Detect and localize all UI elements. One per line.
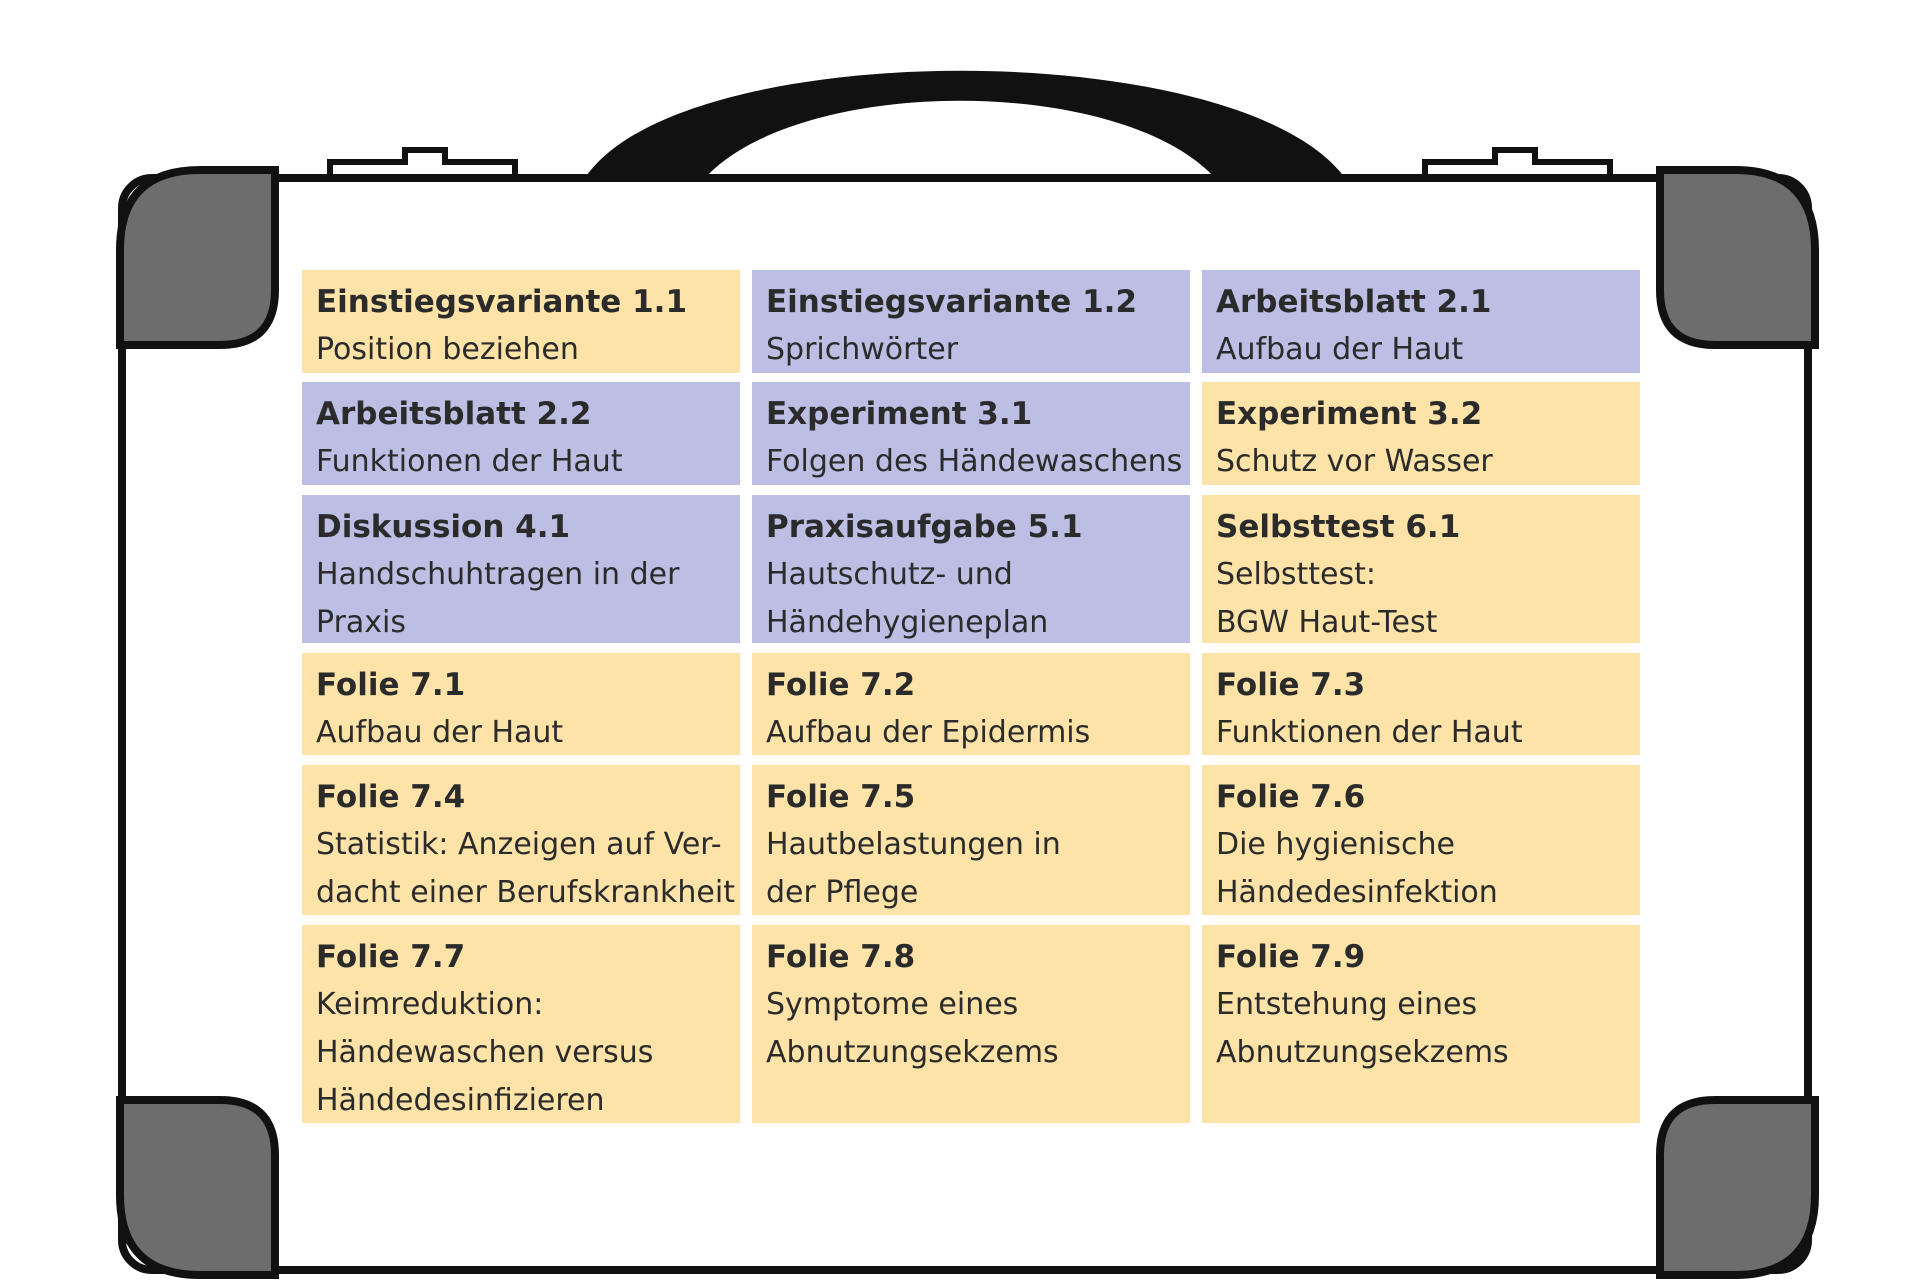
card-title: Arbeitsblatt 2.1 (1216, 284, 1492, 320)
material-card (302, 382, 740, 485)
card-title: Arbeitsblatt 2.2 (316, 396, 592, 432)
material-card (752, 382, 1190, 485)
card-title: Folie 7.1 (316, 667, 466, 703)
card-description: Statistik: Anzeigen auf Ver- dacht einer Berufskrankheit (316, 827, 735, 910)
material-card (752, 495, 1190, 643)
material-card (752, 653, 1190, 755)
card-title: Einstiegsvariante 1.1 (316, 284, 688, 320)
corner-top-right (1660, 170, 1815, 345)
card-description: Keimreduktion: Händewaschen versus Händedesinfizieren (316, 987, 654, 1118)
card-title: Folie 7.5 (766, 779, 916, 815)
card-description: Folgen des Händewaschens (766, 444, 1183, 479)
card-description: Symptome eines Abnutzungsekzems (766, 987, 1059, 1070)
material-card (1202, 270, 1640, 373)
material-card (752, 925, 1190, 1123)
card-title: Diskussion 4.1 (316, 509, 571, 545)
card-description: Aufbau der Epidermis (766, 715, 1091, 750)
material-card (752, 765, 1190, 915)
material-card (1202, 495, 1640, 643)
material-card (1202, 382, 1640, 485)
material-card (1202, 925, 1640, 1123)
material-card (302, 765, 740, 915)
corner-top-left (120, 170, 275, 345)
card-title: Folie 7.9 (1216, 939, 1366, 975)
material-card (302, 653, 740, 755)
card-title: Experiment 3.1 (766, 396, 1033, 432)
card-description: Aufbau der Haut (316, 715, 564, 750)
card-description: Selbsttest: BGW Haut-Test (1216, 557, 1438, 640)
card-description: Die hygienische Händedesinfektion (1216, 827, 1498, 910)
card-description: Schutz vor Wasser (1216, 444, 1493, 479)
card-title: Folie 7.7 (316, 939, 466, 975)
corner-bottom-right (1660, 1100, 1815, 1275)
card-description: Sprichwörter (766, 332, 959, 367)
card-description: Funktionen der Haut (1216, 715, 1523, 750)
card-description: Aufbau der Haut (1216, 332, 1464, 367)
left-latch (330, 150, 515, 178)
card-description: Entstehung eines Abnutzungsekzems (1216, 987, 1509, 1070)
card-title: Einstiegsvariante 1.2 (766, 284, 1138, 320)
right-latch (1425, 150, 1610, 178)
card-title: Folie 7.3 (1216, 667, 1366, 703)
material-card (302, 270, 740, 373)
corner-bottom-left (120, 1100, 275, 1275)
card-title: Folie 7.6 (1216, 779, 1366, 815)
card-description: Handschuhtragen in der Praxis (316, 557, 680, 640)
material-card (752, 270, 1190, 373)
card-title: Praxisaufgabe 5.1 (766, 509, 1083, 545)
card-description: Position beziehen (316, 332, 579, 367)
card-title: Selbsttest 6.1 (1216, 509, 1461, 545)
material-card (302, 495, 740, 643)
card-title: Experiment 3.2 (1216, 396, 1483, 432)
card-title: Folie 7.4 (316, 779, 466, 815)
material-card (1202, 653, 1640, 755)
card-description: Funktionen der Haut (316, 444, 623, 479)
material-card (302, 925, 740, 1123)
card-title: Folie 7.2 (766, 667, 916, 703)
card-description: Hautschutz- und Händehygieneplan (766, 557, 1049, 640)
materials-grid (302, 270, 1642, 1130)
material-card (1202, 765, 1640, 915)
suitcase-handle (585, 71, 1345, 178)
card-title: Folie 7.8 (766, 939, 916, 975)
card-description: Hautbelastungen in der Pflege (766, 827, 1061, 910)
